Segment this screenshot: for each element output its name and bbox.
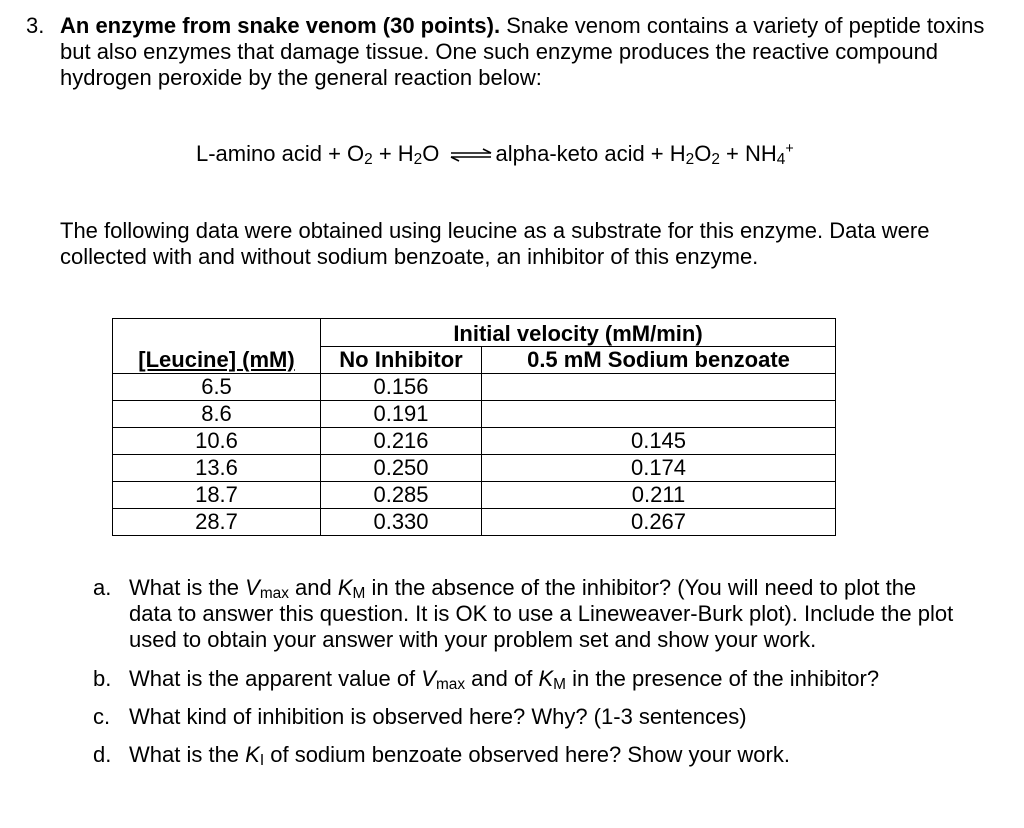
equilibrium-arrow-icon <box>449 148 493 162</box>
cell-no-inhibitor: 0.330 <box>321 509 482 536</box>
problem-title: An enzyme from snake venom (30 points). <box>60 13 501 38</box>
question-text-part: and of <box>465 666 539 691</box>
question-text <box>129 666 959 692</box>
reaction-text: O <box>694 141 712 166</box>
reaction-text: O <box>422 141 440 166</box>
reaction-text: alpha-keto acid + H <box>495 141 686 166</box>
cell-benzoate: 0.267 <box>482 509 836 536</box>
ki-subscript: I <box>259 752 265 770</box>
problem-number: 3. <box>26 13 45 38</box>
cell-leucine: 13.6 <box>113 455 321 482</box>
table-header-empty <box>113 319 321 347</box>
cell-no-inhibitor: 0.191 <box>321 401 482 428</box>
reaction-subscript: 2 <box>685 151 695 169</box>
cell-benzoate: 0.211 <box>482 482 836 509</box>
table-row <box>113 401 836 428</box>
reaction-text: + H <box>372 141 414 166</box>
table-row <box>113 482 836 509</box>
group-header: Initial velocity (mM/min) <box>321 319 836 347</box>
table-row <box>113 455 836 482</box>
km-subscript: M <box>352 585 366 603</box>
data-intro: The following data were obtained using leucine as a substrate for this enzyme. Data were collected with and without sodium benzoate, an inhibitor of this enzyme. <box>60 218 930 269</box>
vmax-symbol: V <box>421 666 436 691</box>
col-header-benzoate: 0.5 mM Sodium benzoate <box>482 347 836 374</box>
km-symbol: K <box>337 575 353 600</box>
cell-leucine: 28.7 <box>113 509 321 536</box>
cell-benzoate: 0.145 <box>482 428 836 455</box>
table-row <box>113 509 836 536</box>
question-text-part: in the presence of the inhibitor? <box>565 666 880 691</box>
table-header-row <box>113 319 836 347</box>
question-text: What kind of inhibition is observed here? Why? (1-3 sentences) <box>129 704 747 729</box>
vmax-subscript: max <box>435 676 466 694</box>
reaction-subscript: 2 <box>413 151 423 169</box>
question-letter: a. <box>93 575 112 600</box>
question-text-part: What is the <box>129 742 246 767</box>
table-header-row <box>113 347 836 374</box>
cell-no-inhibitor: 0.156 <box>321 374 482 401</box>
km-symbol: K <box>538 666 554 691</box>
cell-benzoate <box>482 374 836 401</box>
cell-leucine: 10.6 <box>113 428 321 455</box>
cell-benzoate <box>482 401 836 428</box>
cell-no-inhibitor: 0.216 <box>321 428 482 455</box>
question-text <box>129 575 959 653</box>
cell-leucine: 8.6 <box>113 401 321 428</box>
cell-benzoate: 0.174 <box>482 455 836 482</box>
velocity-table <box>112 318 836 536</box>
question-text-part: and <box>288 575 338 600</box>
km-subscript: M <box>553 676 566 694</box>
reaction-superscript: + <box>785 141 794 158</box>
reaction-text: + NH <box>719 141 777 166</box>
table-row <box>113 374 836 401</box>
reaction-text: L-amino acid + O <box>196 141 365 166</box>
cell-no-inhibitor: 0.285 <box>321 482 482 509</box>
col-header-leucine <box>113 347 321 374</box>
question-text-part: What is the apparent value of <box>129 666 422 691</box>
problem-intro <box>60 13 1000 91</box>
question-text-part: What is the <box>129 575 246 600</box>
question-letter: b. <box>93 666 112 691</box>
ki-symbol: K <box>245 742 260 767</box>
table-row <box>113 428 836 455</box>
reaction-subscript: 2 <box>364 151 373 169</box>
question-letter: c. <box>93 704 111 729</box>
reaction-subscript: 4 <box>776 151 786 169</box>
col-header-leucine-label: [Leucine] (mM) <box>138 346 295 372</box>
question-text <box>129 742 959 768</box>
question-letter: d. <box>93 742 112 767</box>
question-text-part: in the absence of the inhibitor? (You will need to plot the data to answer this question. It is OK to use a Lineweaver-Burk plot). Include the plot used to obtain your answer with your problem set and show your work. <box>129 575 954 652</box>
reaction-equation <box>196 141 794 167</box>
problem-intro-text: Snake venom contains a variety of peptide toxins but also enzymes that damage tissue. One such enzyme produces the reactive compound hydrogen peroxide by the general reaction below: <box>60 13 985 90</box>
col-header-no-inhibitor: No Inhibitor <box>321 347 482 374</box>
question-text-part: of sodium benzoate observed here? Show your work. <box>264 742 790 767</box>
reaction-subscript: 2 <box>711 151 720 169</box>
cell-leucine: 6.5 <box>113 374 321 401</box>
vmax-subscript: max <box>259 585 289 603</box>
vmax-symbol: V <box>245 575 260 600</box>
cell-no-inhibitor: 0.250 <box>321 455 482 482</box>
cell-leucine: 18.7 <box>113 482 321 509</box>
